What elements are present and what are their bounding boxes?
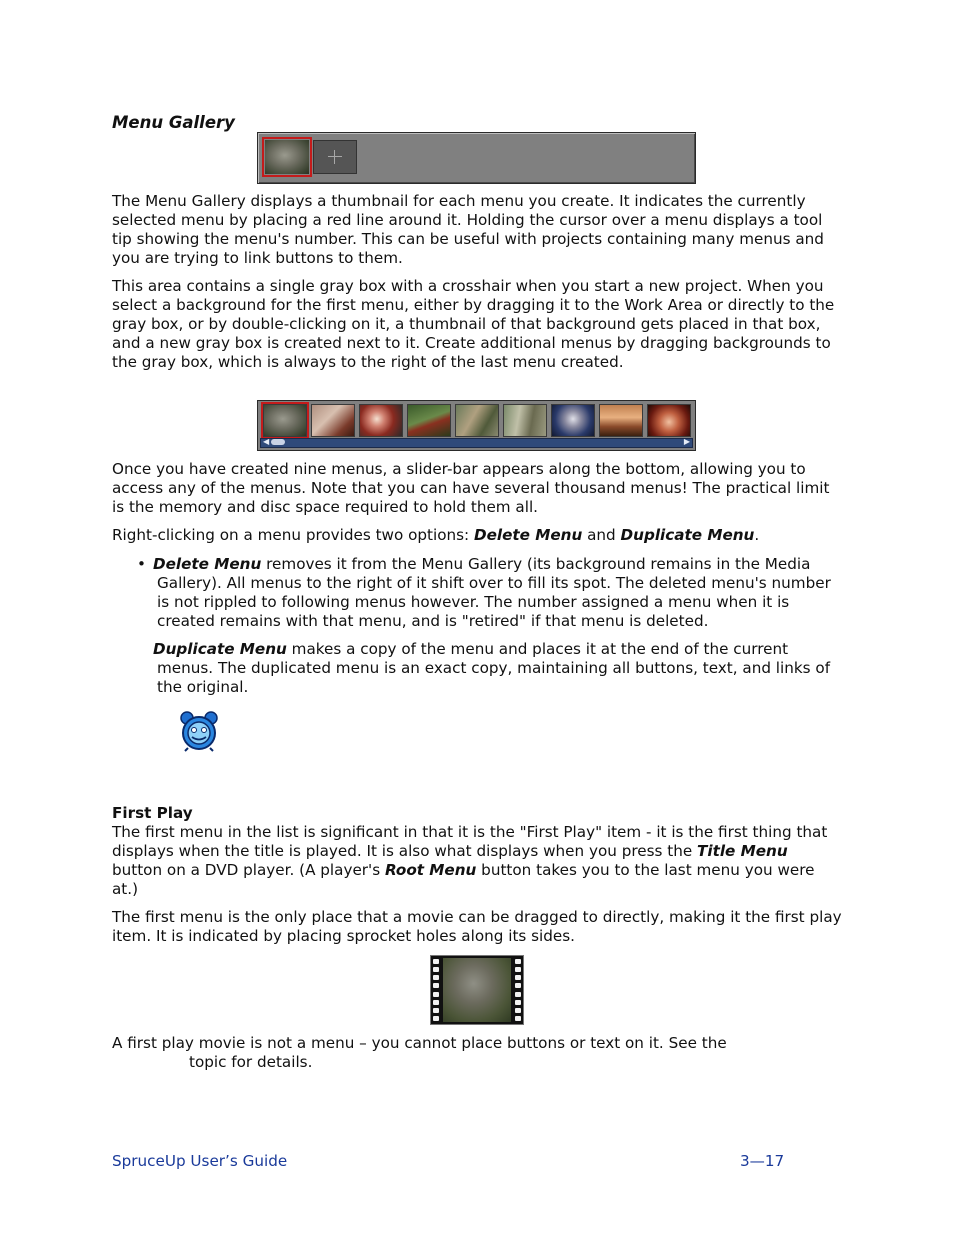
term-title-menu: Title Menu — [697, 842, 788, 860]
sprocket-holes-left — [433, 959, 441, 1021]
text-run: and — [582, 526, 621, 544]
text-run: button takes you to the last menu you were at.) — [112, 861, 815, 898]
paragraph-first-play-movie-line1: A first play movie is not a menu – you cannot place buttons or text on it. See the — [112, 1034, 727, 1052]
paragraph-slider: Once you have created nine menus, a slider-bar appears along the bottom, allowing you to access any of the menus. Note that you can have several thousand menus! The practical limit is the memory and disc space required to hold them all. — [112, 460, 830, 516]
text-run: button on a DVD player. (A player's — [112, 861, 385, 879]
section-title: Menu Gallery — [112, 113, 235, 132]
slider-thumb[interactable] — [271, 439, 285, 445]
menu-thumbnail[interactable] — [503, 404, 547, 437]
term-delete-menu: Delete Menu — [473, 526, 583, 544]
menu-thumbnail[interactable] — [599, 404, 643, 437]
term-root-menu: Root Menu — [384, 861, 477, 879]
paragraph-first-play-movie-line2: topic for details. — [189, 1053, 313, 1071]
paragraph-gallery-intro: The Menu Gallery displays a thumbnail for each menu you create. It indicates the currently selected menu by placing a red line around it. Holding the cursor over a menu displays a tool tip showing the menu's number. This can be useful with projects containing many menus and you are trying to link buttons to them. — [112, 192, 824, 267]
menu-thumbnail[interactable] — [359, 404, 403, 437]
bullet-duplicate-menu — [153, 640, 847, 697]
crosshair-icon — [328, 150, 342, 164]
filmstrip-frame — [443, 958, 511, 1022]
paragraph-gray-box: This area contains a single gray box with a crosshair when you start a new project. When you select a background for the first menu, either by dragging it to the Work Area or directly to the gray box, or by double-clicking on it, a thumbnail of that background gets placed in that box, and a new gray box is created next to it. Create additional menus by dragging backgrounds to the gray box, which is always to the right of the last menu created. — [112, 277, 835, 371]
term-duplicate-menu: Duplicate Menu — [153, 640, 287, 658]
menu-gallery-full — [257, 400, 696, 451]
text-run: . — [754, 526, 760, 544]
text-run: Right-clicking on a menu provides two options: — [112, 526, 474, 544]
sprocket-holes-right — [515, 959, 523, 1021]
menu-thumbnail[interactable] — [647, 404, 691, 437]
gallery-slider-bar[interactable] — [260, 438, 693, 448]
scroll-left-arrow-icon[interactable]: ◀ — [263, 437, 270, 446]
footer-page-number: 3—17 — [740, 1152, 785, 1170]
term-delete-menu: Delete Menu — [153, 555, 262, 573]
menu-thumbnail[interactable] — [311, 404, 355, 437]
alarm-clock-icon — [178, 710, 220, 752]
paragraph-sprocket: The first menu is the only place that a movie can be dragged to directly, making it the first play item. It is indicated by placing sprocket holes along its sides. — [112, 908, 842, 945]
menu-thumbnail[interactable] — [551, 404, 595, 437]
first-play-filmstrip — [430, 955, 524, 1025]
footer-guide-title: SpruceUp User’s Guide — [112, 1152, 288, 1170]
paragraph-first-play — [112, 823, 842, 899]
menu-gallery-initial — [257, 132, 696, 184]
text-run: removes it from the Menu Gallery (its background remains in the Media Gallery). All menus to the right of it shift over to fill its spot. The deleted menu's number is not rippled to following menus however. The number assigned a menu when it is created remains with that menu, and is "retired" if that menu is deleted. — [157, 555, 831, 630]
term-duplicate-menu: Duplicate Menu — [620, 526, 755, 544]
first-play-heading: First Play — [112, 804, 193, 822]
menu-thumbnail-selected[interactable] — [265, 140, 309, 174]
paragraph-right-click — [112, 526, 842, 545]
scroll-right-arrow-icon[interactable]: ▶ — [683, 437, 690, 446]
empty-menu-slot[interactable] — [313, 140, 357, 174]
text-run: The first menu in the list is significant in that it is the "First Play" item - it is the first thing that displays when the title is played. It is also what displays when you press the — [112, 823, 828, 860]
text-run: makes a copy of the menu and places it at the end of the current menus. The duplicated menu is an exact copy, maintaining all buttons, text, and links of the original. — [157, 640, 831, 696]
bullet-delete-menu — [153, 555, 847, 631]
menu-thumbnail[interactable] — [407, 404, 451, 437]
bullet-dot: • — [137, 555, 146, 573]
menu-thumbnail[interactable] — [455, 404, 499, 437]
menu-thumbnail[interactable] — [263, 404, 307, 437]
